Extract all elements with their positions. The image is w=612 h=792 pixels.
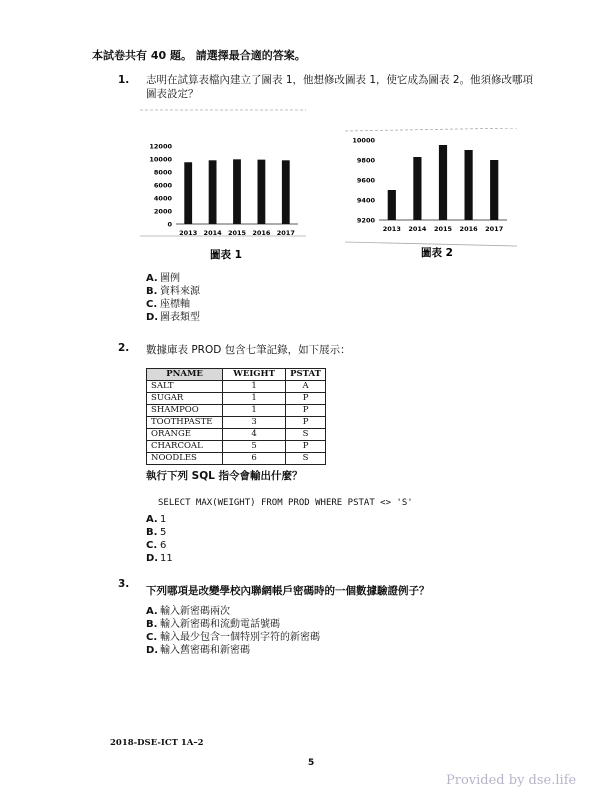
q1-text [146, 73, 533, 101]
table-row: SALT 1 A [147, 381, 326, 393]
table-row: NOODLES 6 S [147, 453, 326, 465]
chart-2-frame-top [345, 128, 517, 131]
chart-2-frame-bottom [345, 242, 517, 246]
chart-1-caption: 圖表 1 [210, 249, 242, 261]
x-tick-label: 2015 [433, 225, 453, 233]
q2-number: 2. [118, 342, 130, 354]
q1-option-d[interactable]: D. 圖表類型 [146, 312, 200, 323]
y-tick-label: 10000 [352, 136, 375, 145]
bar [233, 159, 241, 224]
bar [388, 190, 396, 220]
q3-option-c[interactable]: C. 輸入最少包含一個特別字符的新密碼 [146, 632, 320, 643]
q3-number: 3. [118, 578, 130, 590]
q2-option-c[interactable]: C. 6 [146, 540, 167, 551]
prod-table-header-row [147, 369, 326, 381]
y-tick-label: 8000 [153, 168, 172, 177]
q2-option-a[interactable]: A. 1 [146, 514, 167, 525]
x-tick-label: 2014 [408, 225, 427, 233]
y-tick-label: 6000 [153, 181, 172, 190]
x-tick-label: 2017 [485, 225, 504, 233]
bar [209, 160, 217, 224]
bar [465, 150, 473, 220]
y-tick-label: 2000 [153, 207, 172, 216]
y-tick-label: 0 [167, 220, 172, 229]
x-tick-label: 2013 [382, 225, 401, 233]
q3-option-b[interactable]: B. 輸入新密碼和流動電話號碼 [146, 619, 280, 630]
q2-option-d[interactable]: D. 11 [146, 553, 173, 564]
y-tick-label: 9600 [356, 176, 375, 185]
y-tick-label: 9800 [356, 156, 375, 165]
q3-option-a[interactable]: A. 輸入新密碼兩次 [146, 606, 230, 617]
x-tick-label: 2016 [252, 229, 271, 237]
chart-1 [138, 108, 308, 263]
table-row: TOOTHPASTE 3 P [147, 417, 326, 429]
bar [413, 157, 421, 220]
y-tick-label: 12000 [149, 142, 172, 151]
q2-question: 執行下列 SQL 指令會輸出什麼？ [146, 470, 303, 482]
q2-options [146, 513, 173, 565]
bar [490, 160, 498, 220]
prod-header-pstat: PSTAT [286, 369, 326, 381]
x-tick-label: 2014 [203, 229, 222, 237]
q1-option-c[interactable]: C. 座標軸 [146, 299, 190, 310]
prod-header-weight: WEIGHT [223, 369, 286, 381]
q1-text-line1: 志明在試算表檔內建立了圖表 1，他想修改圖表 1，使它成為圖表 2。他須修改哪項 [146, 74, 534, 86]
sql-statement: SELECT MAX(WEIGHT) FROM PROD WHERE PSTAT <> 'S' [158, 498, 413, 508]
y-tick-label: 4000 [153, 194, 172, 203]
y-tick-label: 10000 [149, 155, 172, 164]
bar [282, 160, 290, 224]
q1-number: 1. [118, 74, 130, 86]
table-row: ORANGE 4 S [147, 429, 326, 441]
x-tick-label: 2015 [227, 229, 247, 237]
q1-text-line2: 圖表設定？ [146, 88, 199, 100]
paper-instruction: 本試卷共有 40 題。 請選擇最合適的答案。 [92, 49, 306, 62]
x-tick-label: 2013 [179, 229, 198, 237]
q1-options [146, 272, 200, 324]
y-tick-label: 9200 [356, 216, 375, 225]
bar [439, 145, 447, 220]
watermark: Provided by dse.life [446, 773, 577, 788]
chart-2-plot [352, 137, 507, 234]
q1-option-a[interactable]: A. 圖例 [146, 273, 180, 284]
q3-options [146, 605, 320, 657]
x-tick-label: 2016 [459, 225, 478, 233]
y-tick-label: 9400 [356, 196, 375, 205]
q3-option-d[interactable]: D. 輸入舊密碼和新密碼 [146, 645, 250, 656]
table-row: CHARCOAL 5 P [147, 441, 326, 453]
table-row: SUGAR 1 P [147, 393, 326, 405]
table-row: SHAMPOO 1 P [147, 405, 326, 417]
bar [257, 160, 265, 224]
q2-option-b[interactable]: B. 5 [146, 527, 167, 538]
paper-code: 2018-DSE-ICT 1A–2 [110, 738, 204, 748]
bar [184, 162, 192, 224]
q3-text: 下列哪項是改變學校內聯網帳戶密碼時的一個數據驗證例子？ [146, 585, 430, 597]
prod-header-pname: PNAME [147, 369, 223, 381]
q1-option-b[interactable]: B. 資料來源 [146, 286, 200, 297]
prod-table [146, 368, 326, 465]
x-tick-label: 2017 [276, 229, 295, 237]
page-number: 5 [308, 758, 315, 768]
chart-2-caption: 圖表 2 [421, 247, 453, 259]
q2-text: 數據庫表 PROD 包含七筆記錄，如下展示： [146, 344, 351, 356]
chart-2 [343, 128, 521, 263]
chart-1-plot [149, 143, 298, 238]
